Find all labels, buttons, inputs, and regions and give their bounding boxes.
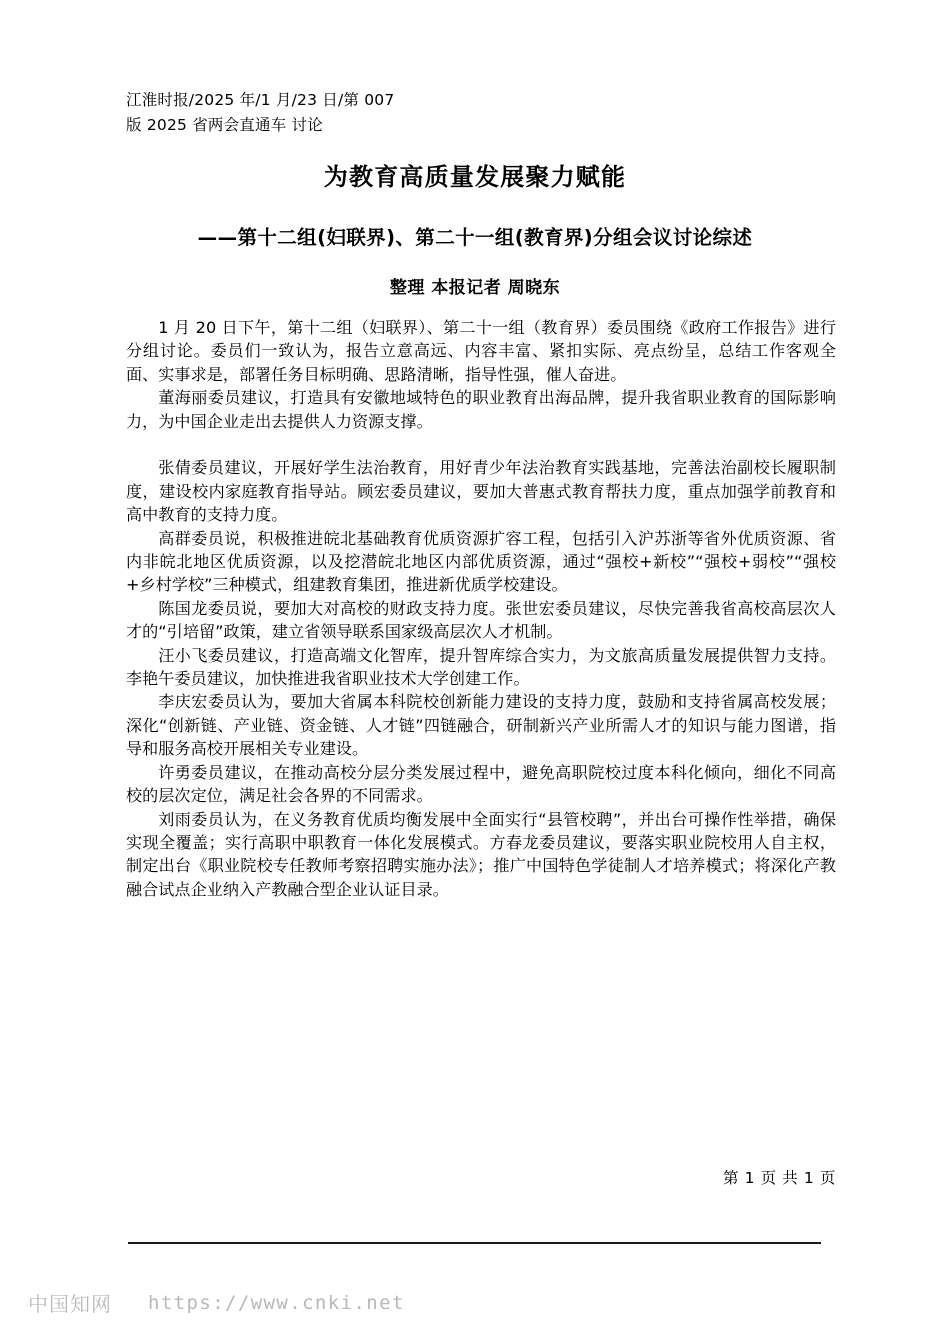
source-citation-header xyxy=(126,88,456,138)
article-body xyxy=(126,316,836,901)
article-byline: 整理 本报记者 周晓东 xyxy=(389,278,561,298)
article-paragraph: 高群委员说，积极推进皖北基础教育优质资源扩容工程，包括引入沪苏浙等省外优质资源、省内非皖北地区优质资源，以及挖潜皖北地区内部优质资源，通过“强校+新校”“强校+弱校”“强校+乡村学校”三种模式，组建教育集团，推进新优质学校建设。 xyxy=(126,528,836,595)
footer-divider xyxy=(128,1242,821,1244)
cnki-brand-label: 中国知网 xyxy=(28,1292,112,1316)
article-paragraph: 张倩委员建议，开展好学生法治教育，用好青少年法治教育实践基地，完善法治副校长履职制度，建设校内家庭教育指导站。顾宏委员建议，要加大普惠式教育帮扶力度，重点加强学前教育和高中教育的支持力度。 xyxy=(126,458,836,525)
cnki-url-label: https://www.cnki.net xyxy=(148,1291,405,1314)
page-title: 为教育高质量发展聚力赋能 xyxy=(323,163,627,191)
page-number: 第 1 页 共 1 页 xyxy=(723,1169,836,1187)
article-paragraph: 董海丽委员建议，打造具有安徽地域特色的职业教育出海品牌，提升我省职业教育的国际影响力，为中国企业走出去提供人力资源支撑。 xyxy=(126,388,836,431)
source-citation-line-1: 江淮时报/2025 年/1 月/23 日/第 007 xyxy=(126,91,395,109)
cnki-watermark xyxy=(28,1288,405,1317)
article-paragraph: 刘雨委员认为，在义务教育优质均衡发展中全面实行“县管校聘”，并出台可操作性举措，确保实现全覆盖；实行高职中职教育一体化发展模式。方春龙委员建议，要落实职业院校用人自主权，制定出台《职业院校专任教师考察招聘实施办法》；推广中国特色学徒制人才培养模式；将深化产教融合试点企业纳入产教融合型企业认证目录。 xyxy=(126,809,836,899)
article-paragraph: 许勇委员建议，在推动高校分层分类发展过程中，避免高职院校过度本科化倾向，细化不同高校的层次定位，满足社会各界的不同需求。 xyxy=(126,762,836,806)
page-subtitle: ——第十二组(妇联界)、第二十一组(教育界)分组会议讨论综述 xyxy=(197,226,753,249)
article-paragraph: 汪小飞委员建议，打造高端文化智库，提升智库综合实力，为文旅高质量发展提供智力支持。李艳午委员建议，加快推进我省职业技术大学创建工作。 xyxy=(126,645,836,689)
article-paragraph: 1 月 20 日下午，第十二组（妇联界）、第二十一组（教育界）委员围绕《政府工作报告》进行分组讨论。委员们一致认为，报告立意高远、内容丰富、紧扣实际、亮点纷呈，总结工作客观全面、实事求是，部署任务目标明确、思路清晰，指导性强，催人奋进。 xyxy=(126,318,836,384)
article-paragraph: 陈国龙委员说，要加大对高校的财政支持力度。张世宏委员建议，尽快完善我省高校高层次人才的“引培留”政策，建立省领导联系国家级高层次人才机制。 xyxy=(126,598,836,642)
article-paragraph: 李庆宏委员认为，要加大省属本科院校创新能力建设的支持力度，鼓励和支持省属高校发展；深化“创新链、产业链、资金链、人才链”四链融合，研制新兴产业所需人才的知识与能力图谱，指导和服务高校开展相关专业建设。 xyxy=(126,692,836,759)
source-citation-line-2: 版 2025 省两会直通车 讨论 xyxy=(126,116,323,134)
